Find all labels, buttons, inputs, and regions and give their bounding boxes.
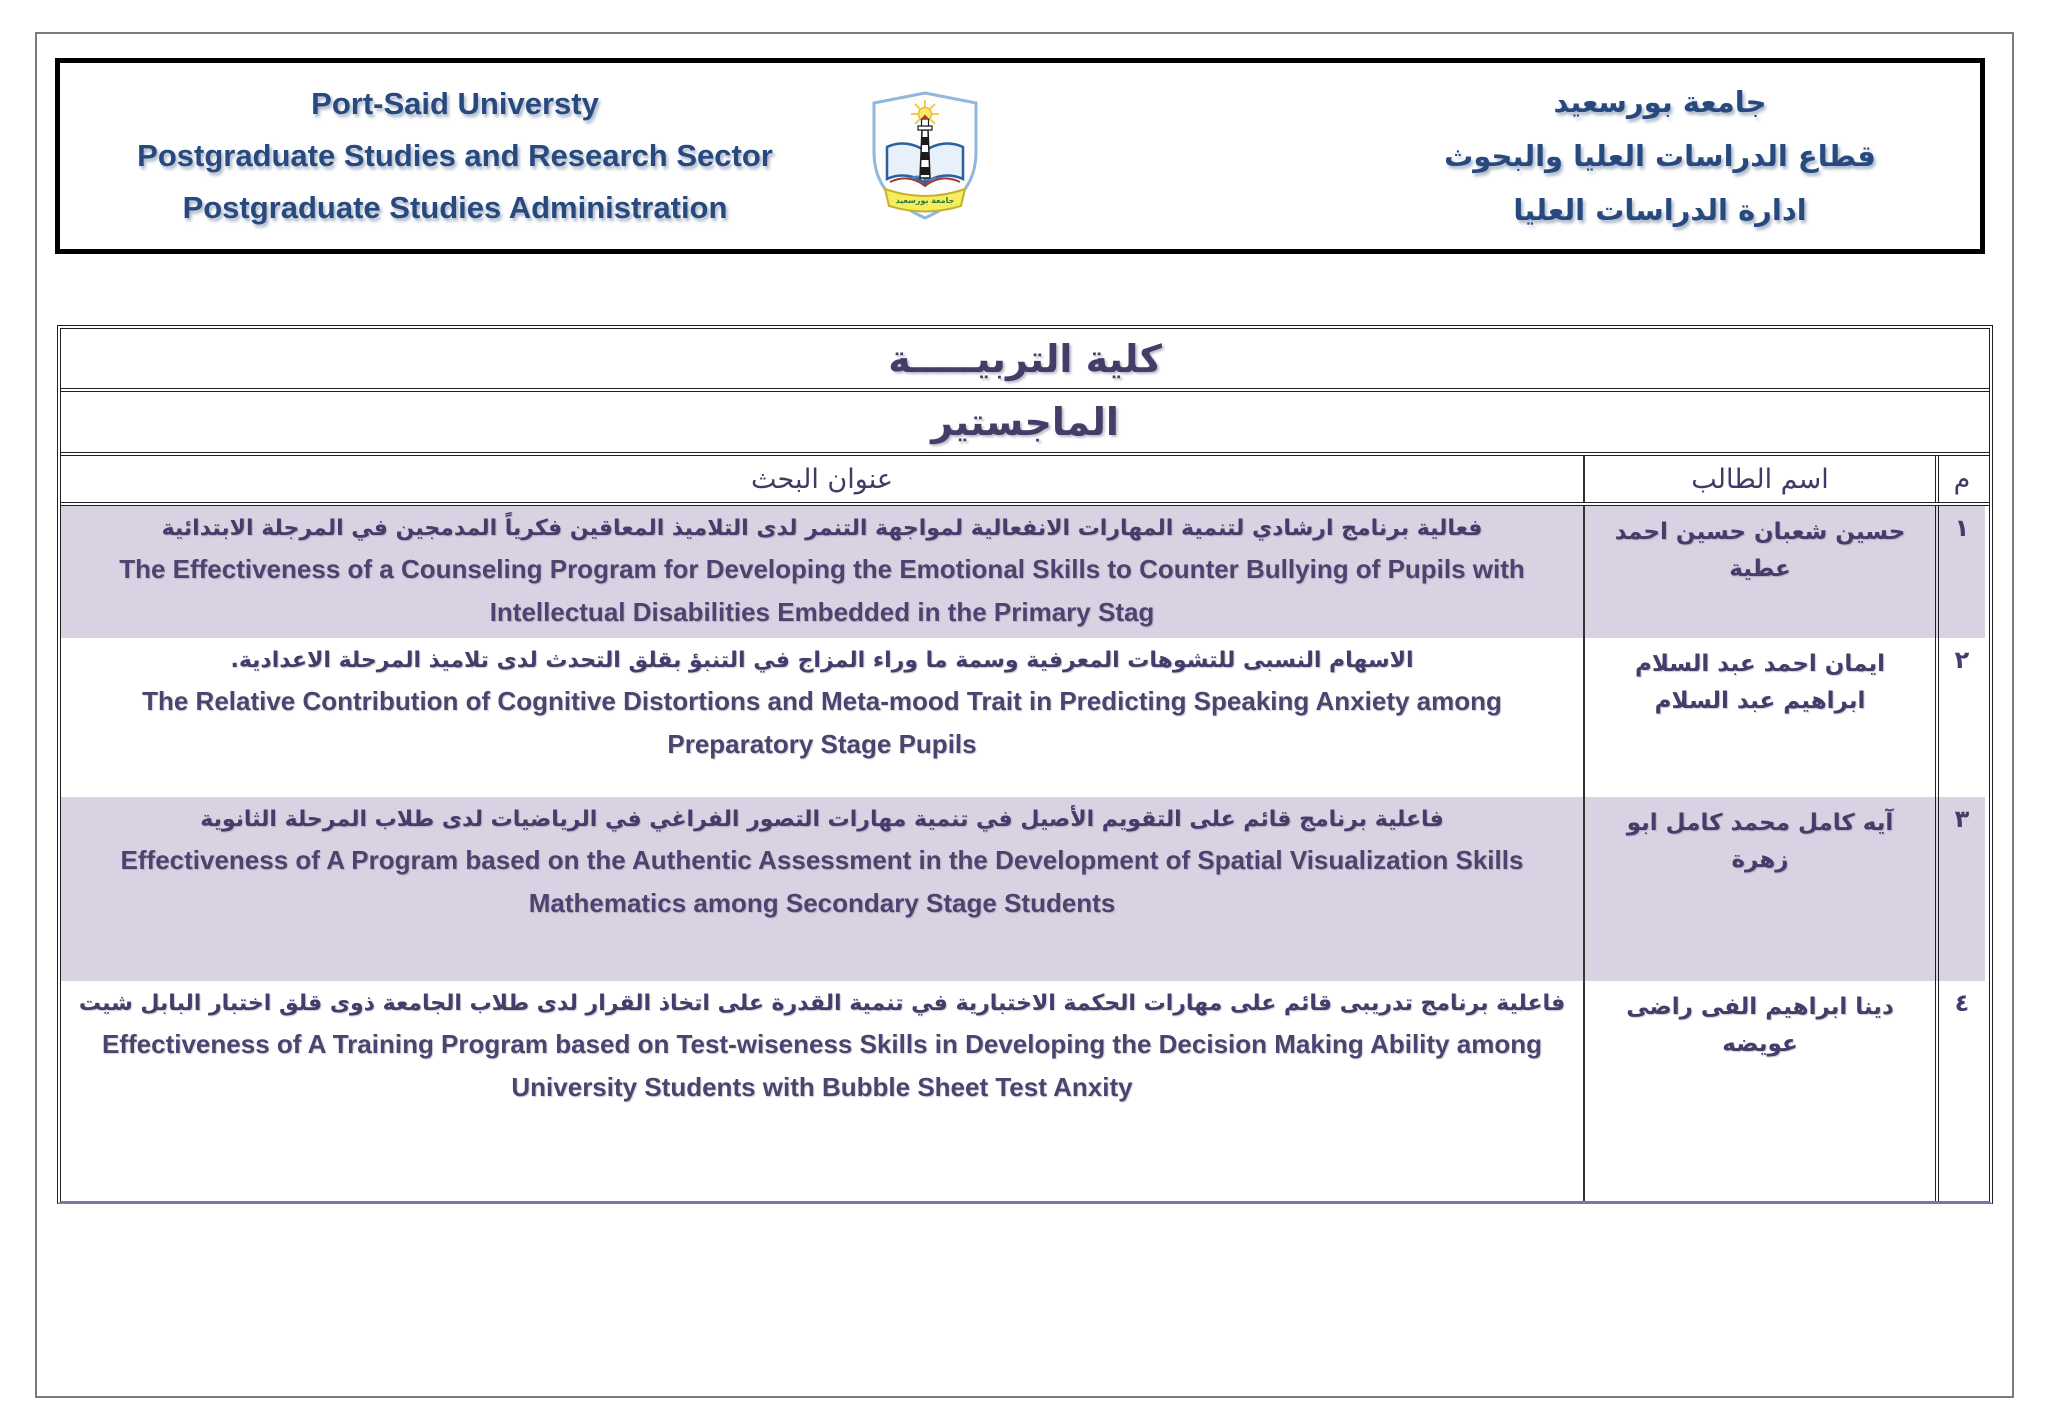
research-title-english: The Effectiveness of a Counseling Program for Developing the Emotional Skills to Counter Bullying of Pupils with Intellectual Disabilities Embedded in the Primary Stag [119, 554, 1525, 627]
theses-table [57, 325, 1993, 1204]
student-name-cell: ايمان احمد عبد السلام ابراهيم عبد السلام [1585, 638, 1939, 797]
table-row [61, 981, 1989, 1201]
research-title-arabic: فاعلية برنامج تدريبى قائم على مهارات الحكمة الاختبارية في تنمية القدرة على اتخاذ القرار لدى طلاب الجامعة ذوى قلق اختبار البابل شيت [78, 991, 1566, 1016]
lighthouse-stripe [921, 137, 928, 145]
table-row [61, 797, 1989, 981]
degree-title: الماجستير [931, 400, 1119, 444]
column-header-serial: م [1953, 463, 1971, 495]
research-title-english: Effectiveness of A Training Program based on Test-wiseness Skills in Developing the Decision Making Ability among University Students with Bubble Sheet Test Anxity [102, 1029, 1542, 1102]
university-seal-logo [869, 90, 981, 222]
letterhead [55, 58, 1985, 254]
administration-name-ar: ادارة الدراسات العليا [1513, 193, 1807, 227]
sector-name-en: Postgraduate Studies and Research Sector [137, 138, 773, 173]
letterhead-english [60, 78, 850, 234]
university-name-en: Port-Said Universty [311, 86, 599, 121]
administration-name-en: Postgraduate Studies Administration [182, 190, 728, 225]
faculty-title: كلية التربيـــــة [888, 336, 1162, 381]
serial-cell: ٢ [1954, 646, 1970, 674]
lighthouse-lamp [922, 119, 929, 126]
lighthouse-stripe [920, 167, 930, 175]
research-title-cell [61, 638, 1585, 797]
research-title-english: The Relative Contribution of Cognitive Distortions and Meta-mood Trait in Predicting Speaking Anxiety among Preparatory Stage Pupils [142, 686, 1502, 759]
faculty-title-row [61, 329, 1989, 392]
university-name-ar: جامعة بورسعيد [1553, 85, 1767, 119]
serial-cell: ٤ [1954, 989, 1970, 1017]
table-row [61, 506, 1989, 638]
research-title-english: Effectiveness of A Program based on the Authentic Assessment in the Development of Spatial Visualization Skills Mathematics among Secondary Stage Students [120, 845, 1524, 918]
table-row [61, 638, 1989, 797]
banner-text: جامعة بورسعيد [895, 196, 955, 205]
serial-cell: ١ [1939, 506, 1985, 638]
student-name-cell: آيه كامل محمد كامل ابو زهرة [1585, 797, 1939, 981]
research-title-arabic: فعالية برنامج ارشادي لتنمية المهارات الانفعالية لمواجهة التنمر لدى التلاميذ المعاقين فكرياً المدمجين في المرجلة الابتدائية [161, 516, 1483, 541]
serial-cell: ٣ [1939, 797, 1985, 981]
research-title-cell [61, 981, 1585, 1201]
letterhead-arabic [1340, 75, 1980, 237]
research-title-cell [61, 506, 1585, 638]
degree-title-row [61, 392, 1989, 456]
student-name-cell: حسين شعبان حسين احمد عطية [1585, 506, 1939, 638]
column-header-research-title: عنوان البحث [61, 456, 1585, 502]
research-title-cell [61, 797, 1585, 981]
column-header-row [61, 456, 1989, 506]
research-title-arabic: فاعلية برنامج قائم على التقويم الأصيل في تنمية مهارات التصور الفراغي في الرياضيات لدى طلاب المرحلة الثانوية [200, 807, 1444, 832]
research-title-arabic: الاسهام النسبى للتشوهات المعرفية وسمة ما وراء المزاج في التنبؤ بقلق التحدث لدى تلاميذ المرحلة الاعدادية. [230, 648, 1414, 673]
sector-name-ar: قطاع الدراسات العليا والبحوث [1444, 139, 1876, 173]
column-header-student-name: اسم الطالب [1585, 456, 1939, 502]
student-name-cell: دينا ابراهيم الفى راضى عويضه [1585, 981, 1939, 1201]
lighthouse-stripe [921, 152, 930, 160]
